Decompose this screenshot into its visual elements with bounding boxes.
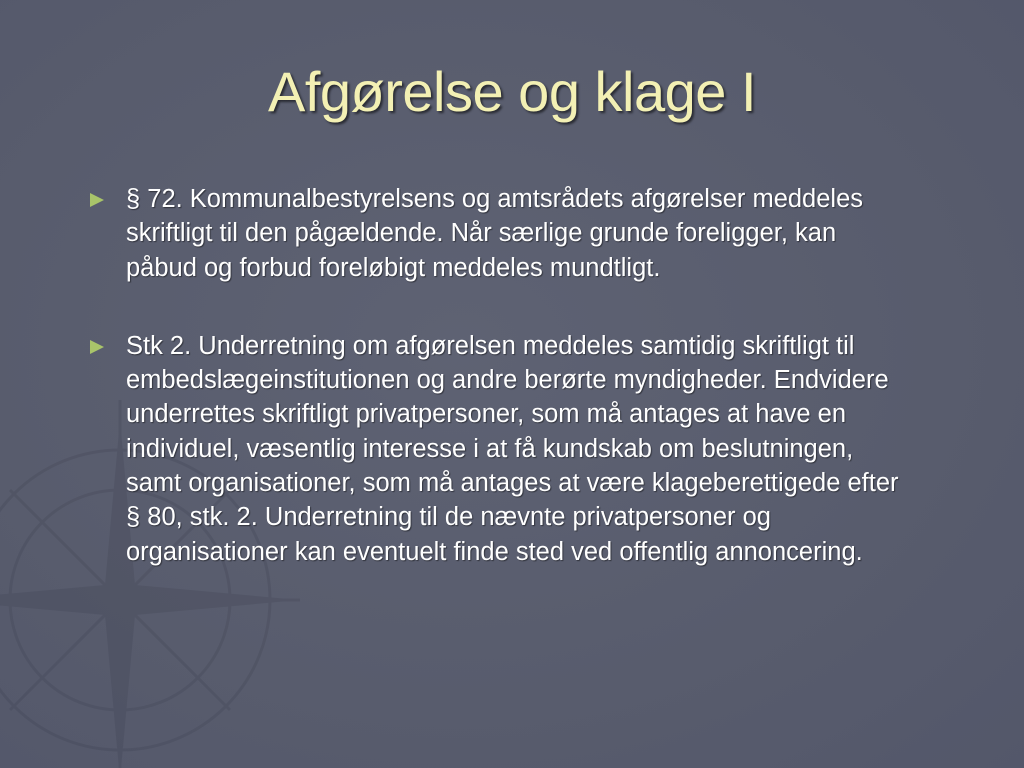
triangle-right-icon [90, 193, 104, 207]
bullet-item-1 [90, 182, 1002, 285]
bullet-text [126, 329, 1002, 569]
bullet-item-2 [90, 329, 1002, 569]
text-line: samt organisationer, som må antages at være klageberettigede efter [126, 469, 899, 498]
text-line: Stk 2. Underretning om afgørelsen meddeles samtidig skriftligt til [126, 331, 855, 360]
triangle-right-icon [90, 340, 104, 354]
text-line: § 80, stk. 2. Underretning til de nævnte privatpersoner og [126, 503, 771, 532]
text-line: organisationer kan eventuelt finde sted ved offentlig annoncering. [126, 537, 863, 566]
text-line: § 72. Kommunalbestyrelsens og amtsrådets afgørelser meddeles [126, 185, 864, 213]
text-line: påbud og forbud foreløbigt meddeles mundtligt. [126, 253, 661, 282]
text-line: individuel, væsentlig interesse i at få kundskab om beslutningen, [126, 434, 854, 463]
text-line: skriftligt til den pågældende. Når særlige grunde foreligger, kan [126, 219, 837, 248]
text-line: underrettes skriftligt privatpersoner, som må antages at have en [126, 400, 847, 429]
bullet-list [90, 182, 1002, 613]
slide-title: Afgørelse og klage I [267, 60, 757, 123]
bullet-text [126, 182, 1002, 285]
text-line: embedslægeinstitutionen og andre berørte myndigheder. Endvidere [126, 366, 889, 395]
